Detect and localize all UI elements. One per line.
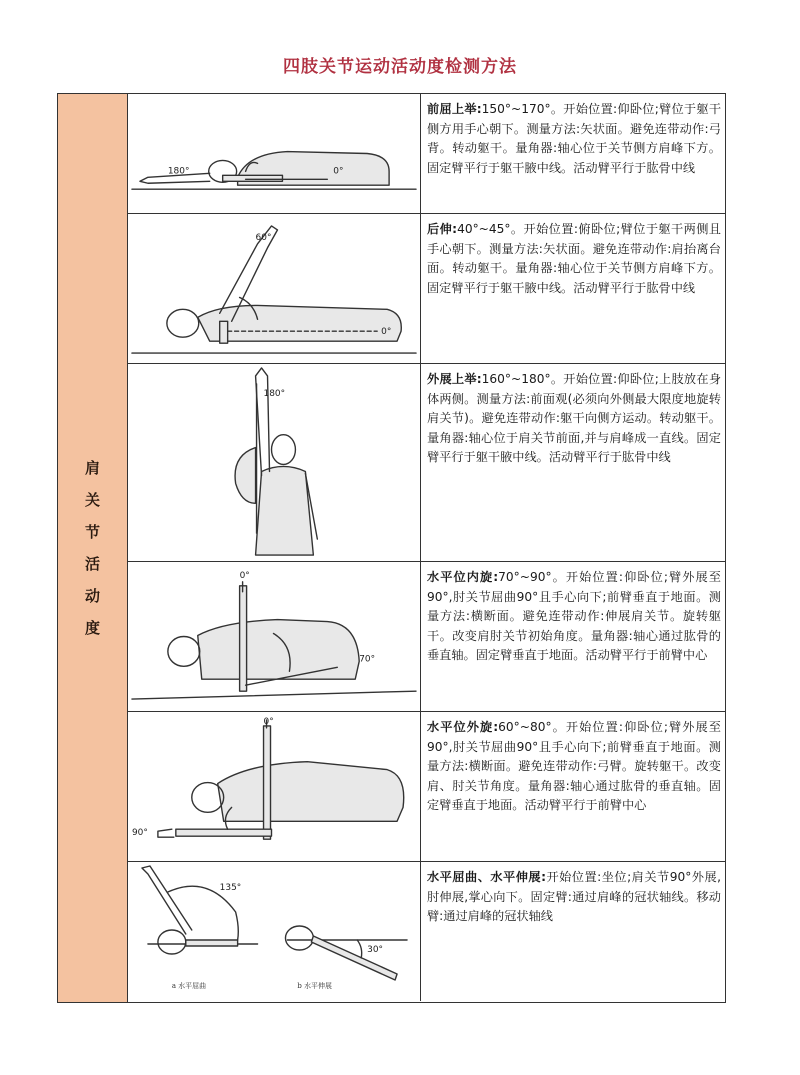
row-heading: 水平位内旋: xyxy=(427,570,499,584)
row-abduction xyxy=(128,364,725,562)
row-text: 70°~90°。开始位置:仰卧位;臂外展至90°,肘关节屈曲90°且手心向下;前臂垂直于地面。测量方法:横断面。避免连带动作:伸展肩关节。旋转躯干。改变肩肘关节初始角度。量角器:轴心通过肱骨的垂直轴。固定臂垂直于地面。活动臂平行于前臂中心 xyxy=(427,570,721,663)
description-abduction xyxy=(421,364,725,561)
measurement-table xyxy=(57,93,726,1003)
row-external-rotation xyxy=(128,712,725,862)
description-internal-rotation xyxy=(421,562,725,711)
side-label-char: 关 xyxy=(84,491,100,509)
side-label-char: 活 xyxy=(84,555,100,573)
row-text: 开始位置:坐位;肩关节90°外展,肘伸展,掌心向下。固定臂:通过肩峰的冠状轴线。移动臂:通过肩峰的冠状轴线 xyxy=(427,870,721,924)
side-label xyxy=(58,94,128,1002)
description-external-rotation xyxy=(421,712,725,861)
side-label-char: 度 xyxy=(84,619,100,637)
row-internal-rotation xyxy=(128,562,725,712)
angle-label: 180° xyxy=(167,166,190,177)
angle-label: 0° xyxy=(333,166,344,177)
illustration-horizontal-flexion-extension xyxy=(128,862,421,1001)
illustration-external-rotation xyxy=(128,712,421,861)
description-forward-flexion xyxy=(421,94,725,213)
description-horizontal-flexion-extension xyxy=(421,862,725,1001)
description-extension xyxy=(421,214,725,363)
row-extension xyxy=(128,214,725,364)
row-heading: 水平位外旋: xyxy=(427,720,499,734)
angle-label: 0° xyxy=(239,570,250,581)
angle-label: 30° xyxy=(367,944,384,956)
row-horizontal-flexion-extension xyxy=(128,862,725,1001)
side-label-char: 节 xyxy=(84,523,100,541)
angle-label: 70° xyxy=(359,654,376,665)
illustration-abduction xyxy=(128,364,421,561)
side-label-char: 动 xyxy=(84,587,100,605)
side-label-char: 肩 xyxy=(84,459,100,477)
row-forward-flexion xyxy=(128,94,725,214)
angle-label: 135° xyxy=(219,882,242,894)
figure-caption: a 水平屈曲 xyxy=(171,981,207,991)
row-text: 160°~180°。开始位置:仰卧位;上肢放在身体两侧。测量方法:前面观(必须向外侧最大限度地旋转肩关节)。避免连带动作:躯干向侧方运动。转动躯干。量角器:轴心位于肩关节前面,并与肩峰成一直线。固定臂平行于躯干腋中线。活动臂平行于肱骨中线 xyxy=(427,372,722,465)
row-heading: 前屈上举: xyxy=(427,102,482,116)
row-heading: 外展上举: xyxy=(427,372,482,386)
page-title: 四肢关节运动活动度检测方法 xyxy=(283,57,517,77)
illustration-forward-flexion xyxy=(128,94,421,213)
illustration-internal-rotation xyxy=(128,562,421,711)
figure-caption: b 水平伸展 xyxy=(297,981,332,991)
angle-label: 90° xyxy=(131,828,148,839)
angle-label: 180° xyxy=(263,388,286,399)
row-heading: 水平屈曲、水平伸展: xyxy=(427,870,546,884)
illustration-extension xyxy=(128,214,421,363)
row-heading: 后伸: xyxy=(427,222,458,236)
angle-label: 0° xyxy=(263,716,274,727)
angle-label: 60° xyxy=(255,232,272,243)
angle-label: 0° xyxy=(381,327,392,338)
row-text: 150°~170°。开始位置:仰卧位;臂位于躯干侧方用手心朝下。测量方法:矢状面。避免连带动作:弓背。转动躯干。量角器:轴心位于关节侧方肩峰下方。固定臂平行于躯干腋中线。活动臂平行于肱骨中线 xyxy=(427,102,722,175)
row-text: 40°~45°。开始位置:俯卧位;臂位于躯干两侧且手心朝下。测量方法:矢状面。避免连带动作:肩抬离台面。转动躯干。量角器:轴心位于关节侧方肩峰下方。固定臂平行于躯干腋中线。活动臂平行于肱骨中线 xyxy=(427,222,721,295)
row-text: 60°~80°。开始位置:仰卧位;臂外展至90°,肘关节屈曲90°且手心向下;前臂垂直于地面。测量方法:横断面。避免连带动作:弓臂。旋转躯干。改变肩、肘关节角度。量角器:轴心通过肱骨的垂直轴。固定臂垂直于地面。活动臂平行于前臂中心 xyxy=(427,720,721,813)
